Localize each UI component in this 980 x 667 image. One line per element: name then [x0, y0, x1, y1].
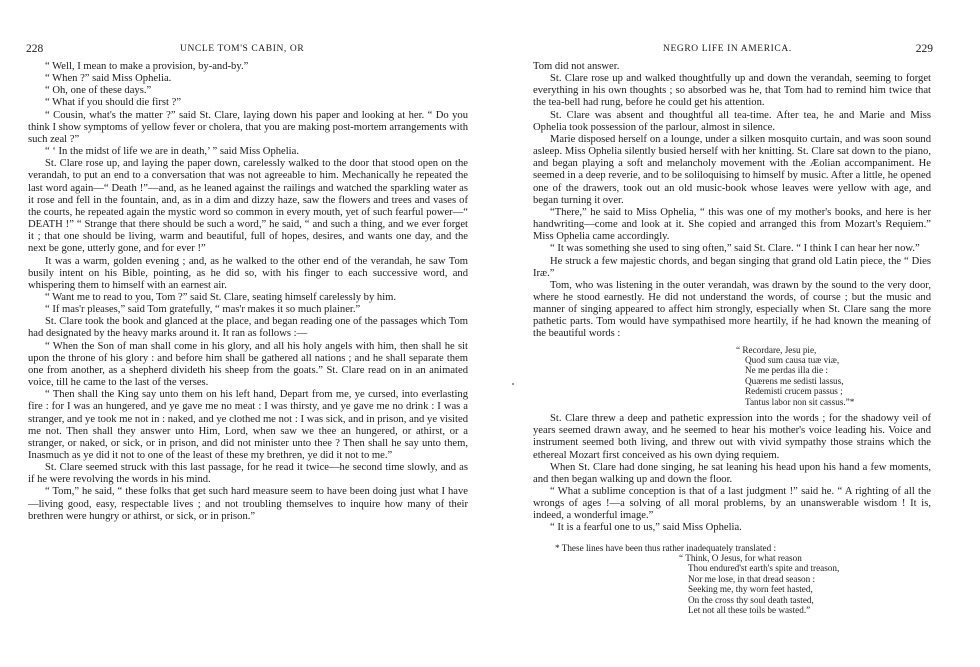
- right-page-body: [533, 61, 931, 615]
- paragraph: Marie disposed herself on a lounge, under a silken mosquito curtain, and was soon sound asleep. Miss Ophelia silently busied herself with her knitting. St. Clare sat down to the piano, and began playing a soft and melancholy movement with the Æolian accompaniment. He seemed in a deep reverie, and to be soliloquising to himself by music. After a little, he opened one of the drawers, took out an old music-book whose leaves were yellow with age, and began turning it over.: [533, 133, 931, 206]
- paragraph: “ What if you should die first ?”: [45, 97, 182, 109]
- paragraph: “ Cousin, what's the matter ?” said St. Clare, laying down his paper and looking at her. “ Do you think I show symptoms of yellow fever or cholera, that you are making post-mortem arrangements with such zeal ?”: [28, 109, 468, 145]
- paragraph: Tom did not answer.: [533, 61, 620, 72]
- left-page-body: [28, 61, 468, 523]
- paragraph: Tom, who was listening in the outer verandah, was drawn by the sound to the very door, where he stood earnestly. He did not understand the words, of course ; but the music and manner of singing appeared to affect him strongly, especially when St. Clare sang the more pathetic parts. Tom would have sympathised more heartily, if he had known the meaning of the beautiful words :: [533, 279, 931, 340]
- verse-line: Quod sum causa tuæ viæ,: [745, 355, 840, 365]
- left-running-title: UNCLE TOM'S CABIN, OR: [180, 44, 305, 54]
- paragraph: “ It is a fearful one to us,” said Miss Ophelia.: [550, 522, 742, 534]
- verse-line: Ne me perdas illa die :: [745, 365, 828, 376]
- right-running-head: [533, 44, 931, 58]
- gutter-mark: [512, 383, 514, 385]
- scripture-quote: “ Then shall the King say unto them on his left hand, Depart from me, ye cursed, into everlasting fire : for I was an hungered, and ye gave me no meat : I was thirsty, and ye gave me no drink : I was a stranger, and ye took me not in : naked, and ye clothed me not : I was sick, and in prison, and ye visited me not. Then shall they answer unto Him, Lord, when saw we thee an hungered, or athirst, or a stranger, or naked, or sick, or in prison, and did not minister unto thee ? Then shall he say unto them, Inasmuch as ye did it not to one of the least of these my brethren, ye did it not to me.”: [28, 389, 468, 461]
- paragraph: St. Clare was absent and thoughtful all tea-time. After tea, he and Marie and Miss Ophelia took possession of the parlour, almost in silence.: [533, 109, 931, 133]
- left-page-number: 228: [26, 43, 44, 55]
- left-page: [28, 0, 468, 667]
- paragraph: St. Clare seemed struck with this last passage, for he read it twice—he second time slowly, and as if he were revolving the words in his mind.: [28, 462, 468, 486]
- verse-line: Tantus labor non sit cassus.”*: [745, 396, 855, 407]
- paragraph: St. Clare rose up and walked thoughtfully up and down the verandah, seeming to forget everything in his own thoughts ; so absorbed was he, that Tom had to remind him twice that the tea-bell had rung, before he could get his attention.: [533, 73, 931, 109]
- verse-line: “ Recordare, Jesu pie,: [736, 344, 817, 355]
- paragraph: It was a warm, golden evening ; and, as he walked to the other end of the verandah, he saw Tom busily intent on his Bible, pointing, as he did so, with his finger to each successive word, and whispering them to himself with an earnest air.: [28, 255, 468, 291]
- footnote-verse-line: On the cross thy soul death tasted,: [688, 594, 814, 605]
- paragraph: “ What a sublime conception is that of a last judgment !” said he. “ A righting of all the wrongs of ages !—a solving of all moral problems, by an unanswerable wisdom ! It is, indeed, a wonderful image.”: [533, 485, 931, 522]
- paragraph: “ Want me to read to you, Tom ?” said St. Clare, seating himself carelessly by him.: [45, 291, 397, 303]
- paragraph: “ Tom,” he said, “ these folks that get such hard measure seem to have been doing just what I have—living good, easy, respectable lives ; and not troubling themselves to inquire how many of their brethren were hungry or athirst, or sick, or in prison.”: [28, 486, 468, 522]
- paragraph: He struck a few majestic chords, and began singing that grand old Latin piece, the “ Dies Iræ.”: [533, 255, 931, 279]
- footnote-heading: * These lines have been thus rather inadequately translated :: [555, 542, 777, 553]
- paragraph: “ When ?” said Miss Ophelia.: [45, 73, 172, 85]
- scripture-quote: “ When the Son of man shall come in his glory, and all his holy angels with him, then shall he sit upon the throne of his glory : and before him shall be gathered all nations ; and he shall separate them one from another, as a shepherd divideth his sheep from the goats.” St. Clare read on in an animated voice, till he came to the last of the verses.: [28, 340, 468, 389]
- paragraph: St. Clare took the book and glanced at the place, and began reading one of the passages which Tom had designated by the heavy marks around it. It ran as follows :—: [28, 316, 468, 340]
- paragraph: “ Oh, one of these days.”: [45, 85, 152, 97]
- right-page: [533, 0, 931, 667]
- footnote-verse-line: “ Think, O Jesus, for what reason: [679, 553, 802, 563]
- paragraph: “ Well, I mean to make a provision, by-and-by.”: [45, 61, 249, 72]
- paragraph: “ ‘ In the midst of life we are in death,’ ” said Miss Ophelia.: [45, 146, 299, 158]
- right-page-number: 229: [915, 43, 933, 55]
- latin-verse: [736, 345, 931, 407]
- paragraph: “ It was something she used to sing often,” said St. Clare. “ I think I can hear her now.”: [550, 243, 920, 255]
- footnote-verse-line: Let not all these toils be wasted.”: [688, 605, 811, 616]
- footnote-verse-line: Seeking me, thy worn feet hasted,: [688, 584, 813, 595]
- verse-line: Redemisti crucem passus ;: [745, 386, 843, 397]
- paragraph: St. Clare rose up, and laying the paper down, carelessly walked to the door that stood open on the verandah, to put an end to a conversation that was not agreeable to him. Mechanically he repeated the last word again—“ Death !”—and, as he leaned against the railings and watched the sparkling water as it rose and fell in the fountain, and, as in a dim and dizzy haze, saw the flowers and trees and vases of the courts, he repeated again the mystic word so common in every mouth, yet of such fearful power—“ DEATH !” “ Strange that there should be such a word,” he said, “ and such a thing, and we ever forget it ; that one should be living, warm and beautiful, full of hopes, desires, and wants one day, and the next be gone, utterly gone, and for ever !”: [28, 158, 468, 255]
- footnote-verse-line: Nor me lose, in that dread season :: [688, 573, 816, 584]
- footnote: [533, 543, 931, 616]
- paragraph: When St. Clare had done singing, he sat leaning his head upon his hand a few moments, and then began walking up and down the floor.: [533, 461, 931, 485]
- verse-line: Quærens me sedisti lassus,: [745, 375, 844, 386]
- paragraph: St. Clare threw a deep and pathetic expression into the words ; for the shadowy veil of years seemed drawn away, and he seemed to hear his mother's voice leading his. Voice and instrument seemed both living, and threw out with vivid sympathy those strains which the ethereal Mozart first conceived as his own dying requiem.: [533, 413, 931, 461]
- paragraph: “ If mas'r pleases,” said Tom gratefully, “ mas'r makes it so much plainer.”: [45, 304, 361, 316]
- paragraph: “There,” he said to Miss Ophelia, “ this was one of my mother's books, and here is her handwriting—come and look at it. She copied and arranged this from Mozart's Requiem.” Miss Ophelia came accordingly.: [533, 206, 931, 243]
- footnote-verse-line: Thou endured'st earth's spite and treason,: [688, 563, 840, 574]
- left-running-head: [28, 44, 468, 58]
- right-running-title: NEGRO LIFE IN AMERICA.: [663, 44, 792, 54]
